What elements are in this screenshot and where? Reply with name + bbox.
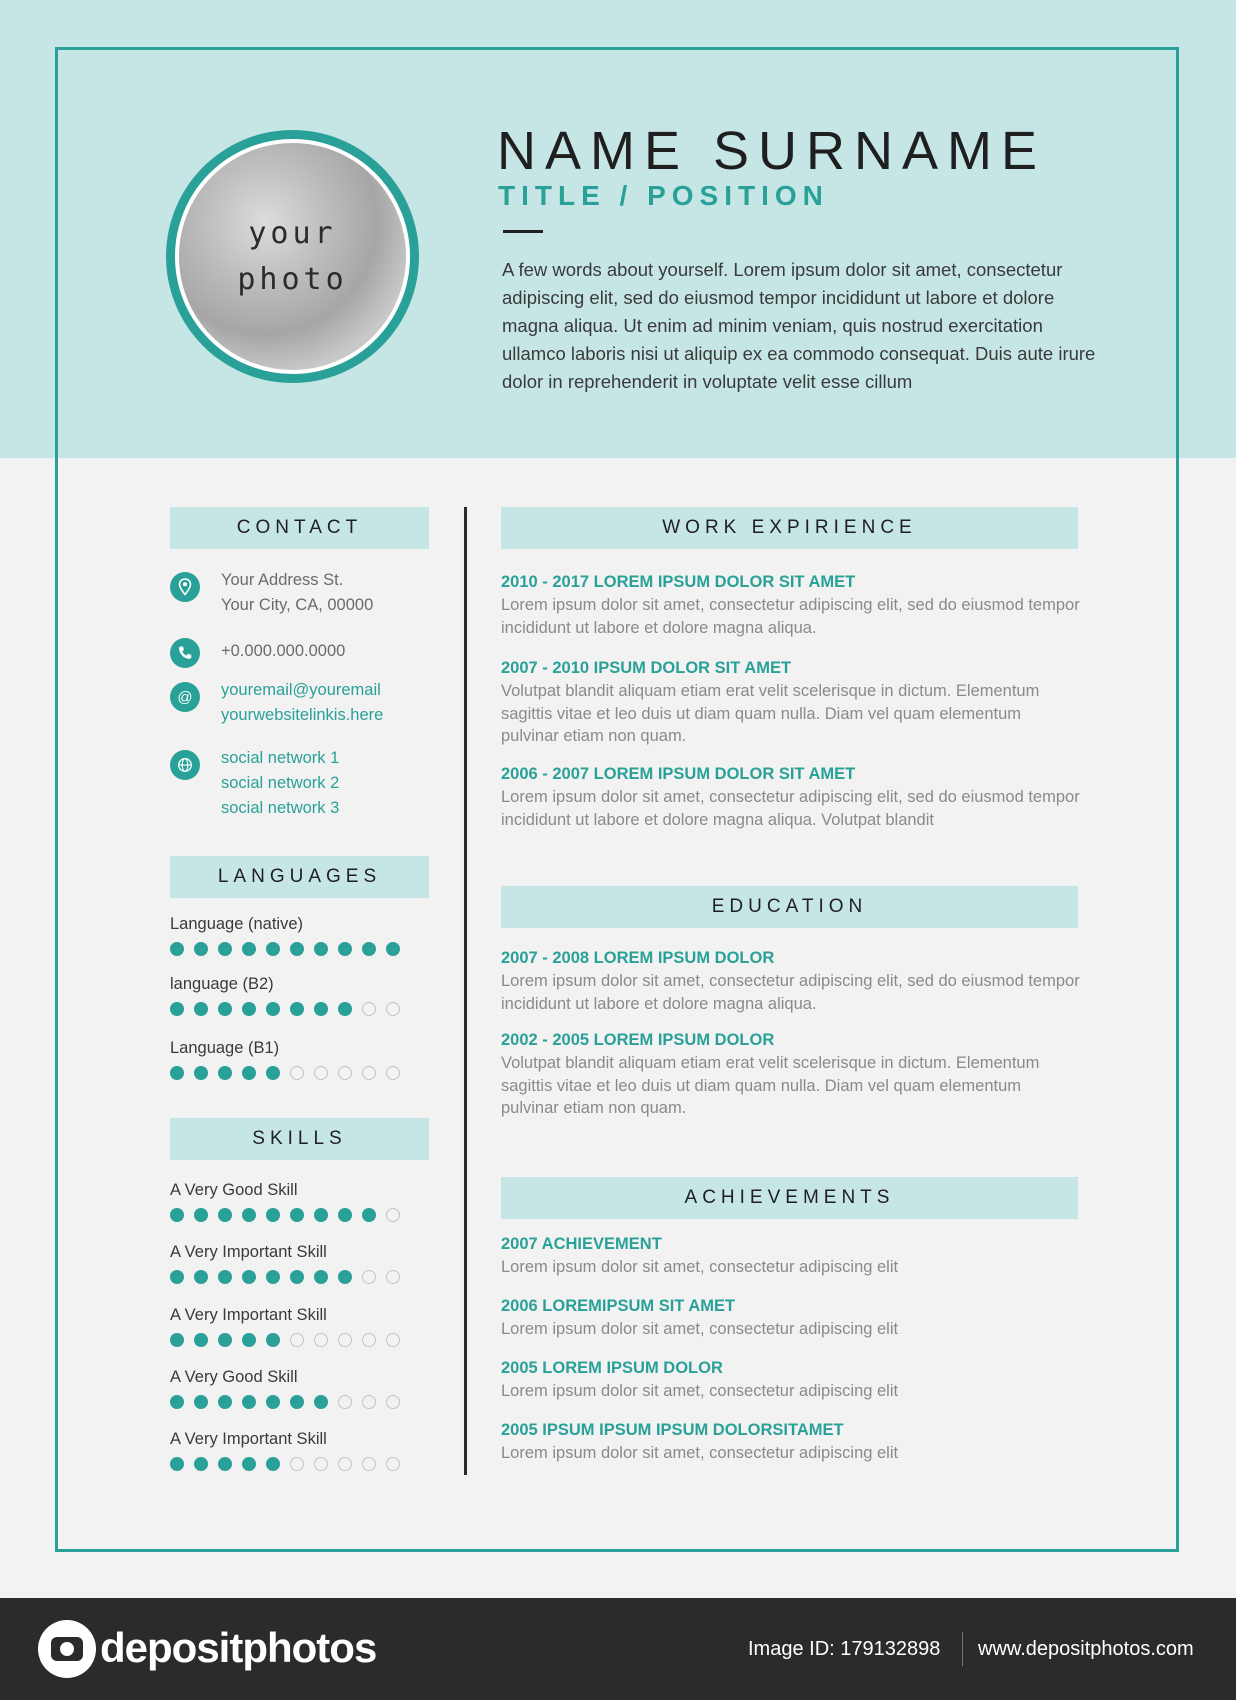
- social-link-2[interactable]: social network 2: [221, 774, 340, 792]
- email-link[interactable]: youremail@youremail: [221, 681, 381, 699]
- rating-item: [170, 1303, 410, 1347]
- rating-dot-filled: [266, 1270, 280, 1284]
- rating-dots: [170, 1066, 410, 1080]
- rating-dot-empty: [386, 1395, 400, 1409]
- rating-dots: [170, 1395, 410, 1409]
- rating-dot-filled: [314, 1395, 328, 1409]
- social-link-3[interactable]: social network 3: [221, 799, 340, 817]
- rating-item: [170, 1036, 410, 1080]
- rating-dot-filled: [218, 1395, 232, 1409]
- contact-address: [170, 568, 373, 618]
- rating-dot-filled: [362, 942, 376, 956]
- rating-dot-filled: [218, 1002, 232, 1016]
- rating-dot-filled: [194, 1395, 208, 1409]
- rating-dot-empty: [314, 1066, 328, 1080]
- rating-dot-filled: [242, 1208, 256, 1222]
- rating-dot-empty: [362, 1395, 376, 1409]
- entry-item: [501, 656, 1081, 748]
- brand-logo-text[interactable]: depositphotos: [100, 1624, 377, 1671]
- phone-number[interactable]: +0.000.000.0000: [221, 642, 346, 660]
- rating-dot-filled: [194, 1270, 208, 1284]
- entry-title: 2007 - 2010 IPSUM DOLOR SIT AMET: [501, 659, 792, 677]
- rating-dots: [170, 1208, 410, 1222]
- rating-dots: [170, 1002, 410, 1016]
- rating-item: [170, 1240, 410, 1284]
- languages-heading: LANGUAGES: [170, 856, 429, 898]
- website-link[interactable]: yourwebsitelinkis.here: [221, 706, 384, 724]
- rating-dot-filled: [218, 1066, 232, 1080]
- rating-dot-filled: [218, 942, 232, 956]
- rating-dot-filled: [314, 942, 328, 956]
- rating-dot-empty: [314, 1333, 328, 1347]
- rating-dot-filled: [290, 1395, 304, 1409]
- rating-dot-empty: [338, 1066, 352, 1080]
- entry-text: Lorem ipsum dolor sit amet, consectetur adipiscing elit: [501, 1382, 899, 1400]
- globe-icon: [170, 750, 200, 780]
- rating-dots: [170, 1457, 410, 1471]
- entry-item: [501, 1028, 1081, 1120]
- rating-dot-empty: [386, 1333, 400, 1347]
- rating-dot-filled: [290, 942, 304, 956]
- rating-dot-filled: [290, 1002, 304, 1016]
- rating-label: A Very Good Skill: [170, 1368, 298, 1386]
- rating-dot-filled: [170, 1208, 184, 1222]
- rating-dot-filled: [242, 942, 256, 956]
- rating-label: A Very Important Skill: [170, 1243, 327, 1261]
- rating-dots: [170, 1270, 410, 1284]
- entry-title: 2010 - 2017 LOREM IPSUM DOLOR SIT AMET: [501, 573, 856, 591]
- rating-dot-empty: [290, 1066, 304, 1080]
- title-rule: [503, 230, 543, 233]
- about-text: A few words about yourself. Lorem ipsum dolor sit amet, consectetur adipiscing elit, sed do eiusmod tempor incididunt ut labore et dolore magna aliqua. Ut enim ad minim veniam, quis nostrud exercitation ullamco laboris nisi ut aliquip ex ea commodo consequat. Duis aute irure dolor in reprehenderit in voluptate velit esse cillum: [502, 259, 1096, 392]
- rating-dot-filled: [290, 1208, 304, 1222]
- entry-title: 2006 - 2007 LOREM IPSUM DOLOR SIT AMET: [501, 765, 856, 783]
- entry-item: [501, 1294, 1081, 1341]
- rating-dot-filled: [266, 1208, 280, 1222]
- rating-dot-filled: [170, 942, 184, 956]
- image-id: Image ID: 179132898: [748, 1638, 941, 1660]
- rating-dot-empty: [338, 1457, 352, 1471]
- entry-item: [501, 1232, 1081, 1279]
- rating-dot-filled: [386, 942, 400, 956]
- column-divider: [464, 507, 467, 1475]
- entry-text: Lorem ipsum dolor sit amet, consectetur adipiscing elit, sed do eiusmod tempor incididunt ut labore et dolore magna aliqua. Volutpat blandit: [501, 788, 1080, 829]
- rating-dot-filled: [242, 1333, 256, 1347]
- entry-title: 2002 - 2005 LOREM IPSUM DOLOR: [501, 1031, 775, 1049]
- rating-dot-empty: [290, 1457, 304, 1471]
- rating-dot-empty: [362, 1270, 376, 1284]
- rating-dot-filled: [242, 1002, 256, 1016]
- contact-email: [170, 678, 383, 728]
- entry-text: Lorem ipsum dolor sit amet, consectetur adipiscing elit, sed do eiusmod tempor incididunt ut labore et dolore magna aliqua.: [501, 596, 1080, 637]
- rating-dot-filled: [170, 1066, 184, 1080]
- rating-dot-filled: [242, 1066, 256, 1080]
- rating-dot-filled: [194, 1066, 208, 1080]
- rating-dot-filled: [194, 1002, 208, 1016]
- rating-dot-filled: [218, 1208, 232, 1222]
- social-link-1[interactable]: social network 1: [221, 749, 340, 767]
- phone-icon: [170, 638, 200, 668]
- education-heading: EDUCATION: [501, 886, 1078, 928]
- rating-dot-filled: [266, 1333, 280, 1347]
- rating-dot-filled: [314, 1208, 328, 1222]
- contact-phone: [170, 634, 345, 668]
- camera-icon: [38, 1620, 96, 1678]
- resume-name: NAME SURNAME: [497, 121, 1047, 181]
- entry-item: [501, 1418, 1081, 1465]
- rating-dot-filled: [266, 1457, 280, 1471]
- rating-dot-empty: [362, 1333, 376, 1347]
- rating-dot-filled: [314, 1270, 328, 1284]
- rating-dot-empty: [362, 1002, 376, 1016]
- entry-text: Lorem ipsum dolor sit amet, consectetur adipiscing elit: [501, 1444, 899, 1462]
- rating-dot-empty: [386, 1066, 400, 1080]
- rating-dot-filled: [170, 1270, 184, 1284]
- entry-title: 2006 LOREMIPSUM SIT AMET: [501, 1297, 736, 1315]
- rating-dot-filled: [362, 1208, 376, 1222]
- rating-dot-filled: [170, 1333, 184, 1347]
- rating-dot-empty: [314, 1457, 328, 1471]
- entry-title: 2007 - 2008 LOREM IPSUM DOLOR: [501, 949, 775, 967]
- rating-dot-empty: [386, 1002, 400, 1016]
- address-line1: Your Address St.: [221, 571, 344, 589]
- rating-item: [170, 972, 410, 1016]
- address-line2: Your City, CA, 00000: [221, 596, 374, 614]
- rating-item: [170, 1178, 410, 1222]
- rating-dot-filled: [266, 942, 280, 956]
- rating-dots: [170, 1333, 410, 1347]
- entry-title: 2005 IPSUM IPSUM IPSUM DOLORSITAMET: [501, 1421, 844, 1439]
- skills-heading: SKILLS: [170, 1118, 429, 1160]
- rating-dot-filled: [218, 1457, 232, 1471]
- photo-label-line1: your: [248, 215, 337, 251]
- entry-text: Lorem ipsum dolor sit amet, consectetur adipiscing elit: [501, 1258, 899, 1276]
- entry-text: Lorem ipsum dolor sit amet, consectetur adipiscing elit, sed do eiusmod tempor incididunt ut labore et dolore magna aliqua.: [501, 972, 1080, 1013]
- rating-label: Language (native): [170, 915, 304, 933]
- entry-title: 2005 LOREM IPSUM DOLOR: [501, 1359, 723, 1377]
- rating-dot-filled: [266, 1066, 280, 1080]
- rating-label: Language (B1): [170, 1039, 280, 1057]
- rating-label: A Very Important Skill: [170, 1306, 327, 1324]
- rating-label: A Very Good Skill: [170, 1181, 298, 1199]
- resume-title: TITLE / POSITION: [498, 180, 829, 211]
- rating-dot-filled: [338, 942, 352, 956]
- rating-dot-filled: [242, 1395, 256, 1409]
- profile-photo-placeholder[interactable]: [175, 139, 410, 374]
- contact-social: [170, 746, 339, 821]
- photo-label-line2: photo: [237, 261, 348, 297]
- rating-dot-filled: [314, 1002, 328, 1016]
- rating-label: language (B2): [170, 975, 274, 993]
- rating-dot-filled: [194, 1333, 208, 1347]
- site-link[interactable]: www.depositphotos.com: [978, 1638, 1194, 1660]
- profile-photo-ring: [166, 130, 419, 383]
- rating-dot-empty: [386, 1208, 400, 1222]
- at-sign-icon: @: [170, 682, 200, 712]
- rating-item: [170, 912, 410, 956]
- entry-item: [501, 946, 1081, 1015]
- rating-label: A Very Important Skill: [170, 1430, 327, 1448]
- entry-item: [501, 570, 1081, 639]
- rating-dot-filled: [338, 1002, 352, 1016]
- rating-item: [170, 1365, 410, 1409]
- rating-dot-empty: [290, 1333, 304, 1347]
- rating-dot-empty: [362, 1457, 376, 1471]
- entry-text: Volutpat blandit aliquam etiam erat velit scelerisque in dictum. Elementum sagittis vitae et leo duis ut diam quam nulla. Diam vel quam elementum pulvinar etiam non quam.: [501, 682, 1040, 745]
- rating-dot-filled: [194, 1208, 208, 1222]
- rating-dot-filled: [170, 1457, 184, 1471]
- entry-text: Lorem ipsum dolor sit amet, consectetur adipiscing elit: [501, 1320, 899, 1338]
- rating-dot-filled: [266, 1002, 280, 1016]
- rating-dot-filled: [242, 1270, 256, 1284]
- footer-separator: [962, 1632, 963, 1666]
- achievements-heading: ACHIEVEMENTS: [501, 1177, 1078, 1219]
- rating-dot-empty: [362, 1066, 376, 1080]
- rating-item: [170, 1427, 410, 1471]
- rating-dot-filled: [218, 1333, 232, 1347]
- rating-dot-empty: [386, 1270, 400, 1284]
- rating-dot-filled: [338, 1270, 352, 1284]
- rating-dots: [170, 942, 410, 956]
- contact-heading: CONTACT: [170, 507, 429, 549]
- entry-item: [501, 762, 1081, 831]
- rating-dot-filled: [338, 1208, 352, 1222]
- rating-dot-filled: [266, 1395, 280, 1409]
- rating-dot-filled: [242, 1457, 256, 1471]
- entry-item: [501, 1356, 1081, 1403]
- rating-dot-empty: [338, 1333, 352, 1347]
- rating-dot-empty: [338, 1395, 352, 1409]
- rating-dot-filled: [170, 1002, 184, 1016]
- map-pin-icon: [170, 572, 200, 602]
- rating-dot-filled: [170, 1395, 184, 1409]
- footer-bar: [0, 1598, 1236, 1700]
- rating-dot-empty: [386, 1457, 400, 1471]
- rating-dot-filled: [290, 1270, 304, 1284]
- entry-title: 2007 ACHIEVEMENT: [501, 1235, 662, 1253]
- work-heading: WORK EXPIRIENCE: [501, 507, 1078, 549]
- rating-dot-filled: [218, 1270, 232, 1284]
- entry-text: Volutpat blandit aliquam etiam erat velit scelerisque in dictum. Elementum sagittis vitae et leo duis ut diam quam nulla. Diam vel quam elementum pulvinar etiam non quam.: [501, 1054, 1040, 1117]
- rating-dot-filled: [194, 942, 208, 956]
- rating-dot-filled: [194, 1457, 208, 1471]
